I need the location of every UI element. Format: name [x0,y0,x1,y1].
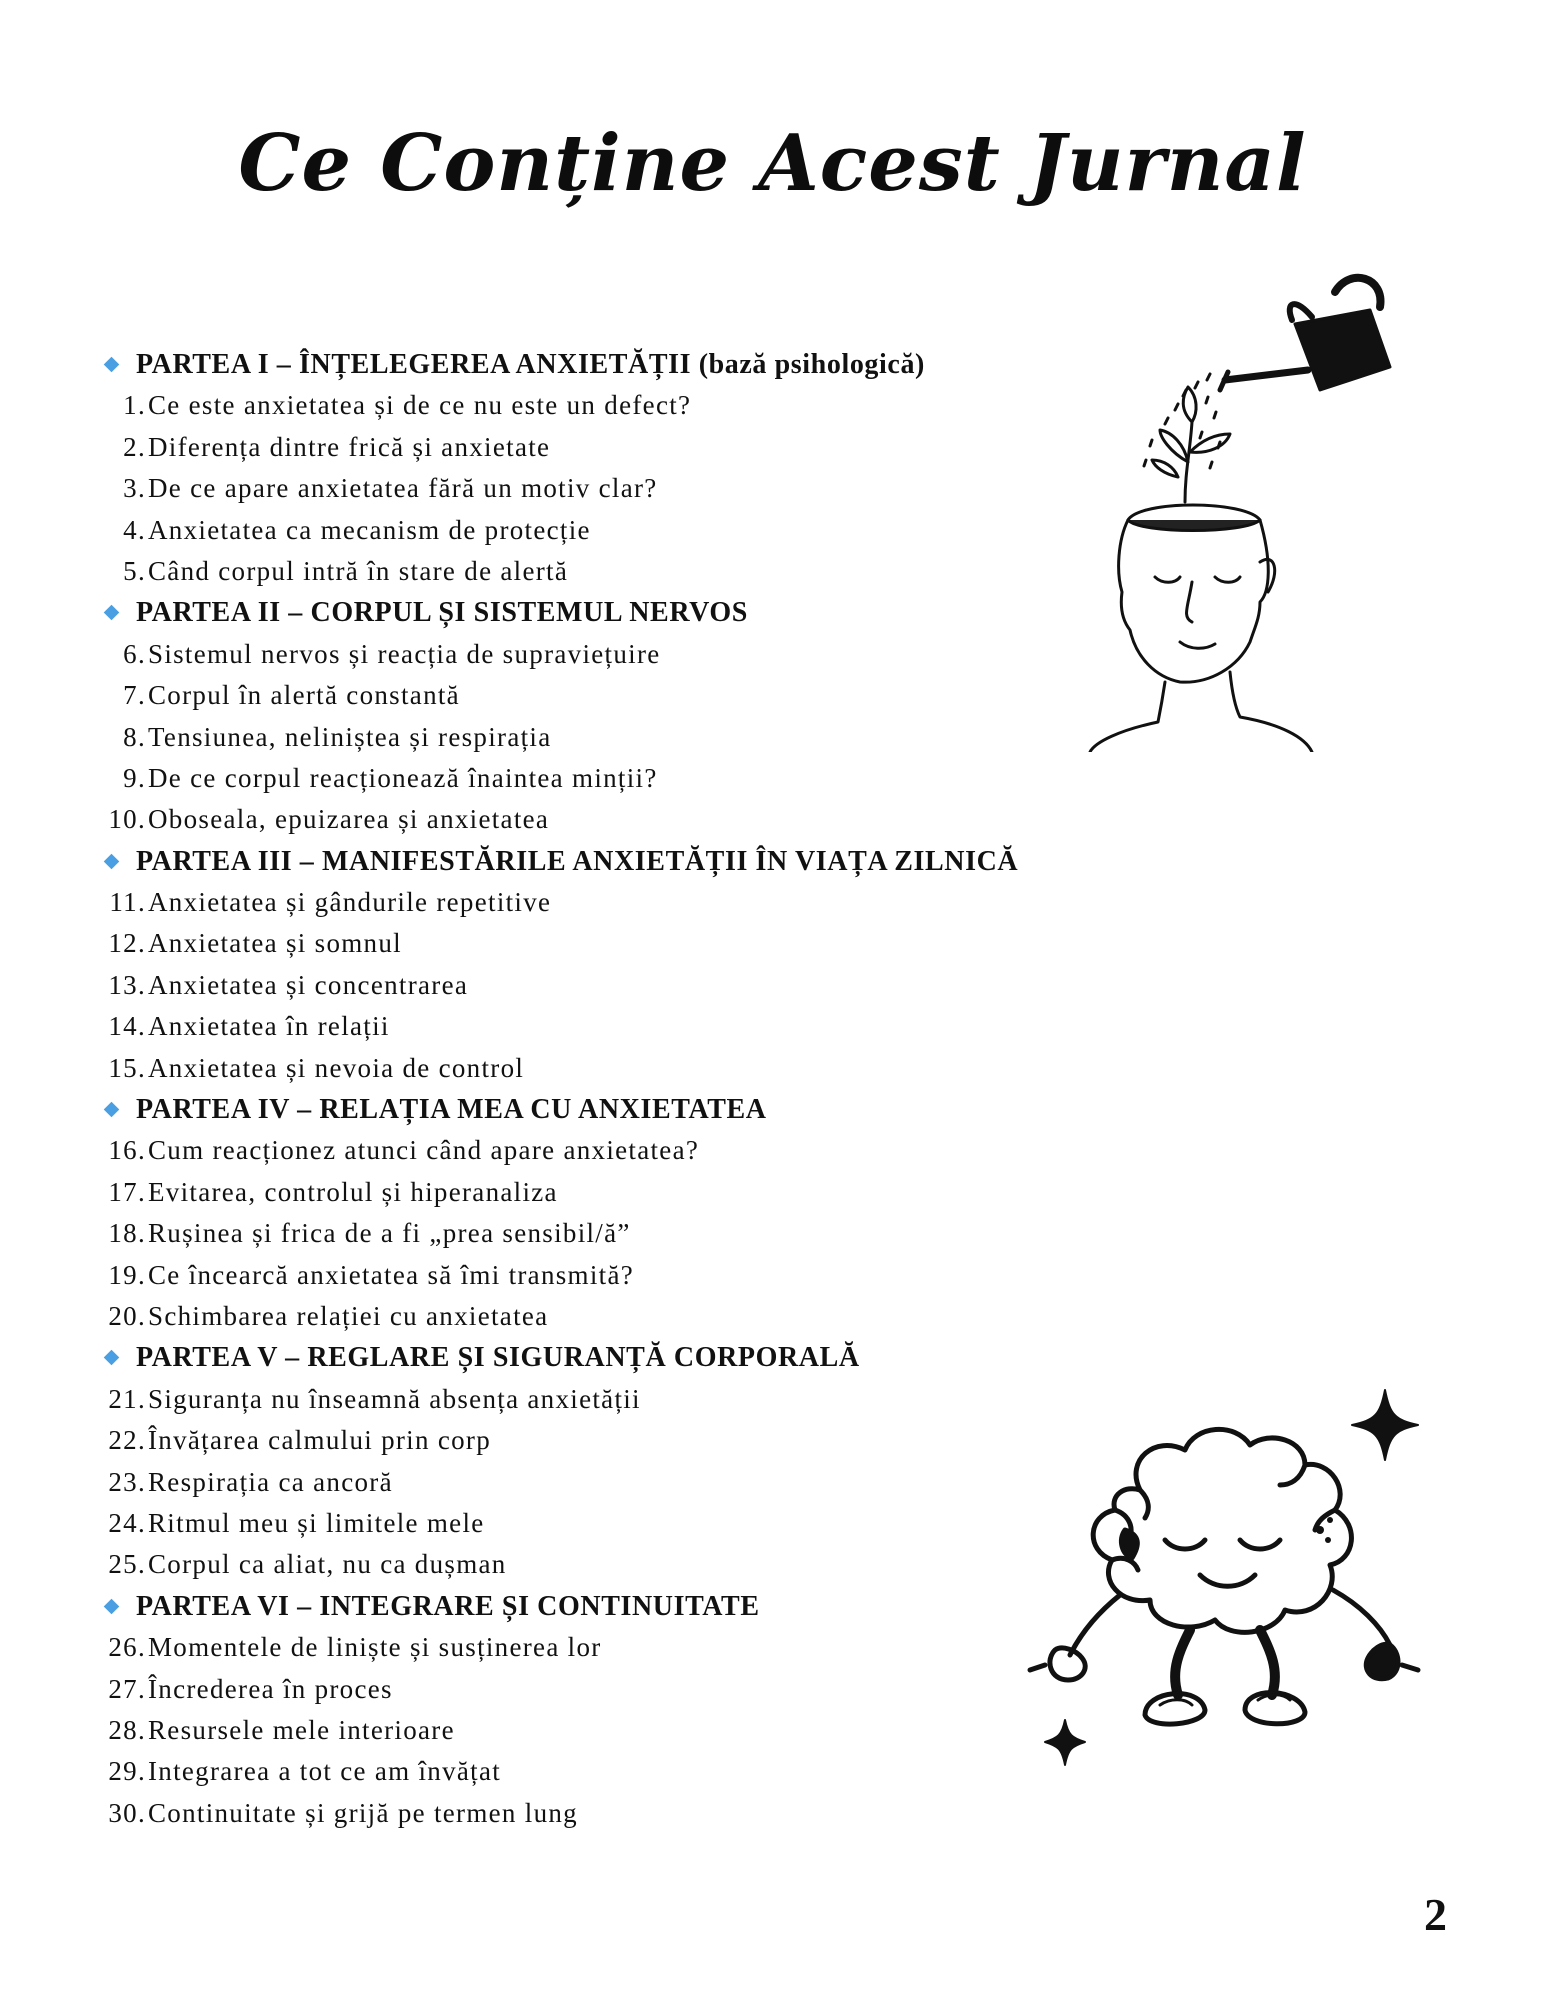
chapter-number: 26. [108,1632,146,1663]
chapter-number: 17. [108,1176,146,1207]
part-heading [98,1089,1178,1130]
part-heading [98,1337,1178,1378]
part-heading-text: PARTEA I – ÎNȚELEGEREA ANXIETĂȚII (bază psihologică) [136,349,925,380]
diamond-bullet-icon [104,853,120,869]
diamond-bullet-icon [104,357,120,373]
chapter-item [98,1255,1178,1296]
chapter-item [98,468,1178,509]
chapter-title: Diferența dintre frică și anxietate [148,431,551,462]
chapter-item [98,1130,1178,1171]
chapter-item [98,1172,1178,1213]
chapter-item [98,923,1178,964]
meditating-brain-character-icon [1000,1380,1440,1780]
chapter-title: Ce este anxietatea și de ce nu este un defect? [148,390,692,421]
chapter-title: Anxietatea și somnul [148,928,402,959]
part-heading-text: PARTEA II – CORPUL ȘI SISTEMUL NERVOS [136,597,748,629]
chapter-title: Oboseala, epuizarea și anxietatea [148,804,550,835]
chapter-item [98,1048,1178,1089]
chapter-title: Anxietatea ca mecanism de protecție [148,514,591,545]
chapter-item [98,1213,1178,1254]
part-heading [98,344,1178,385]
chapter-item [98,1006,1178,1047]
chapter-title: Când corpul intră în stare de alertă [148,555,569,586]
chapter-number: 6. [123,638,146,669]
chapter-title: Anxietatea și nevoia de control [148,1052,525,1083]
head-with-sprout-watering-can-icon [1080,262,1420,752]
chapter-number: 29. [108,1756,146,1787]
diamond-bullet-icon [104,1350,120,1366]
chapter-title: Anxietatea și concentrarea [148,969,469,1000]
chapter-number: 20. [108,1300,146,1331]
chapter-number: 24. [108,1507,146,1538]
chapter-title: Învățarea calmului prin corp [148,1425,492,1456]
part-heading-text: PARTEA III – MANIFESTĂRILE ANXIETĂȚII ÎN VIAȚA ZILNICĂ [136,845,1019,877]
chapter-item [98,675,1178,716]
diamond-bullet-icon [104,1102,120,1118]
chapter-number: 2. [123,431,146,462]
chapter-number: 28. [108,1714,146,1745]
part-heading-text: PARTEA IV – RELAȚIA MEA CU ANXIETATEA [136,1094,767,1126]
chapter-number: 11. [109,887,146,918]
chapter-title: Ritmul meu și limitele mele [148,1507,485,1538]
chapter-number: 13. [108,969,146,1000]
chapter-title: De ce corpul reacționează înaintea minții? [148,762,658,793]
chapter-number: 8. [123,721,146,752]
chapter-number: 30. [108,1797,146,1828]
chapter-title: Resursele mele interioare [148,1714,455,1745]
chapter-item [98,551,1178,592]
chapter-number: 18. [108,1218,146,1249]
part-heading-text: PARTEA VI – INTEGRARE ȘI CONTINUITATE [136,1590,760,1622]
chapter-title: Respirația ca ancoră [148,1466,393,1497]
chapter-number: 27. [108,1673,146,1704]
chapter-title: Evitarea, controlul și hiperanaliza [148,1176,558,1207]
chapter-number: 10. [108,804,146,835]
chapter-number: 12. [108,928,146,959]
chapter-title: Continuitate și grijă pe termen lung [148,1797,578,1828]
diamond-bullet-icon [104,605,120,621]
part-heading [98,841,1178,882]
chapter-number: 3. [123,473,146,504]
chapter-number: 25. [108,1549,146,1580]
chapter-item [98,758,1178,799]
chapter-item [98,1793,1178,1834]
chapter-title: Ce încearcă anxietatea să îmi transmită? [148,1259,635,1290]
chapter-title: Încrederea în proces [148,1673,393,1704]
chapter-number: 21. [108,1383,146,1414]
chapter-number: 9. [123,762,146,793]
chapter-item [98,427,1178,468]
chapter-number: 23. [108,1466,146,1497]
part-heading [98,592,1178,633]
chapter-title: Cum reacționez atunci când apare anxietatea? [148,1135,700,1166]
chapter-title: Corpul în alertă constantă [148,680,460,711]
chapter-title: Corpul ca aliat, nu ca dușman [148,1549,507,1580]
chapter-number: 4. [123,514,146,545]
chapter-number: 19. [108,1259,146,1290]
chapter-title: Anxietatea în relații [148,1011,390,1042]
chapter-number: 7. [123,680,146,711]
chapter-number: 14. [108,1011,146,1042]
part-heading-text: PARTEA V – REGLARE ȘI SIGURANȚĂ CORPORALĂ [136,1342,860,1374]
chapter-number: 22. [108,1425,146,1456]
chapter-title: De ce apare anxietatea fără un motiv clar? [148,473,658,504]
chapter-title: Tensiunea, neliniștea și respirația [148,721,552,752]
chapter-title: Sistemul nervos și reacția de supraviețuire [148,638,661,669]
chapter-item [98,1296,1178,1337]
chapter-item [98,634,1178,675]
chapter-item [98,799,1178,840]
chapter-number: 15. [108,1052,146,1083]
chapter-title: Momentele de liniște și susținerea lor [148,1632,602,1663]
chapter-item [98,385,1178,426]
chapter-title: Rușinea și frica de a fi „prea sensibil/ă” [148,1218,631,1249]
chapter-title: Siguranța nu înseamnă absența anxietății [148,1383,641,1414]
chapter-number: 1. [123,390,146,421]
page-title: Ce Conține Acest Jurnal [238,118,1307,209]
chapter-title: Schimbarea relației cu anxietatea [148,1300,549,1331]
page-number: 2 [1424,1889,1447,1940]
chapter-item [98,965,1178,1006]
chapter-item [98,882,1178,923]
chapter-number: 16. [108,1135,146,1166]
chapter-number: 5. [123,555,146,586]
chapter-title: Anxietatea și gândurile repetitive [148,887,552,918]
chapter-item [98,510,1178,551]
chapter-item [98,717,1178,758]
diamond-bullet-icon [104,1598,120,1614]
chapter-title: Integrarea a tot ce am învățat [148,1756,502,1787]
